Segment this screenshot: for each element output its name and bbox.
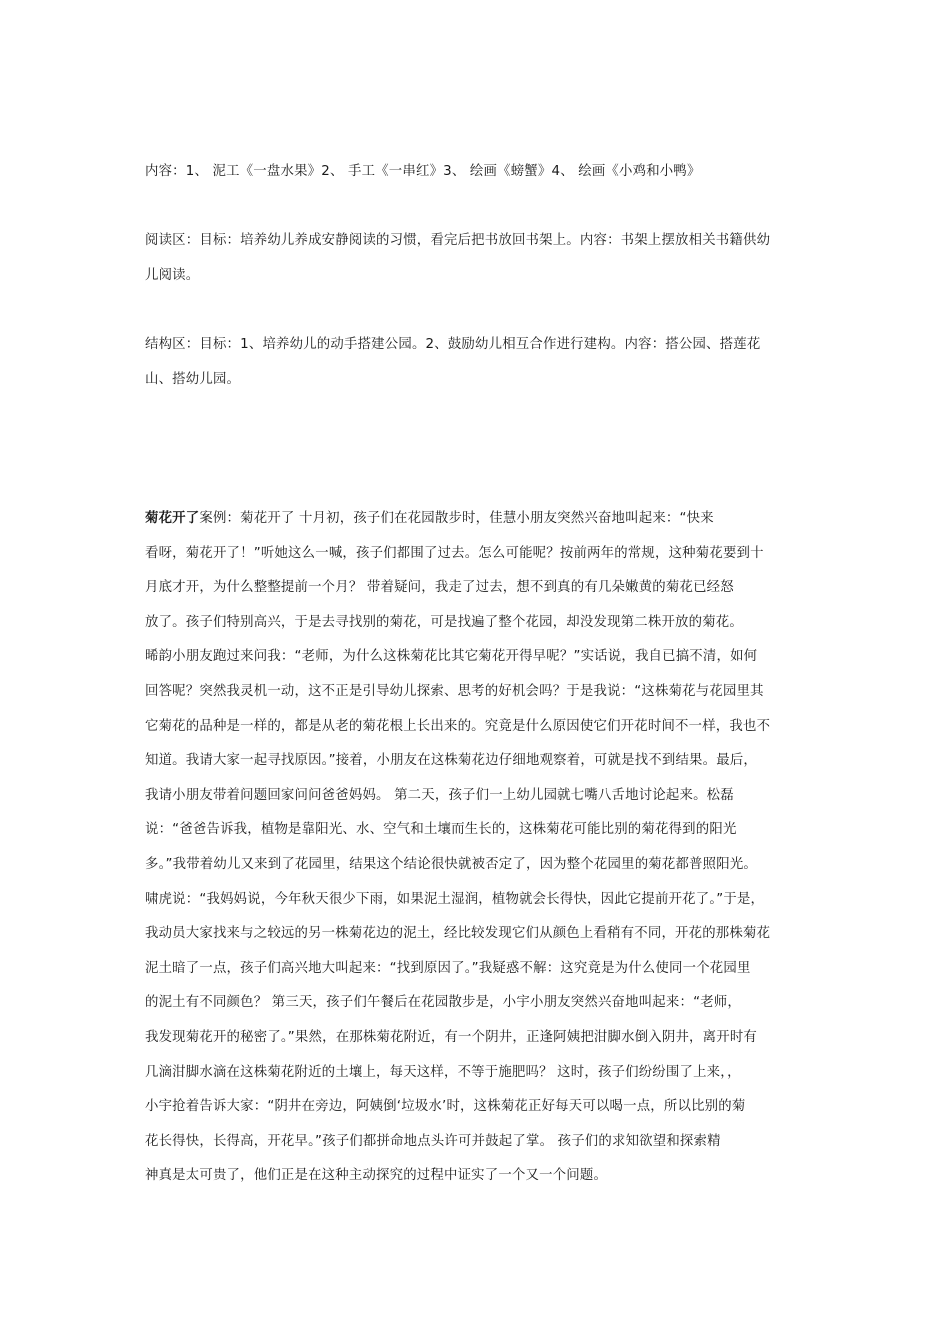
text-line: 的泥土有不同颜色？ 第三天，孩子们午餐后在花园散步是，小宇小朋友突然兴奋地叫起来：“老师， [145, 995, 741, 1011]
text-line: 阅读区：目标：培养幼儿养成安静阅读的习惯，看完后把书放回书架上。内容：书架上摆放相关书籍供幼 [145, 233, 771, 248]
reading-area-paragraph [145, 224, 817, 293]
text-line: 放了。孩子们特别高兴，于是去寻找别的菊花，可是找遍了整个花园，却没发现第二株开放的菊花。 [145, 614, 743, 630]
text-line: 晞韵小朋友跑过来问我：“老师，为什么这株菊花比其它菊花开得早呢？”实话说，我自已搞不清，如何 [145, 649, 758, 665]
text-line: 几滴泔脚水滴在这株菊花附近的土壤上，每天这样，不等于施肥吗？ 这时，孩子们纷纷围了上来，， [145, 1064, 741, 1080]
text-line: 神真是太可贵了，他们正是在这种主动探究的过程中证实了一个又一个问题。 [145, 1168, 608, 1184]
text-line: 小宇抢着告诉大家：“阴井在旁边，阿姨倒‘垃圾水’时，这株菊花正好每天可以喝一点，所以比别的菊 [145, 1099, 746, 1115]
text-line: 说：“爸爸告诉我，植物是靠阳光、水、空气和土壤而生长的，这株菊花可能比别的菊花得到的阳光 [145, 822, 737, 838]
text-line: 内容：1、 泥工《一盘水果》2、 手工《一串红》3、 绘画《螃蟹》4、 绘画《小鸡和小鸭》 [145, 164, 701, 179]
text-line: 月底才开，为什么整整提前一个月？ 带着疑问，我走了过去，想不到真的有几朵嫩黄的菊花已经怒 [145, 580, 734, 596]
case-study-title: 菊花开了 [145, 511, 200, 526]
text-line: 儿阅读。 [145, 267, 200, 283]
text-line: 啸虎说：“我妈妈说，今年秋天很少下雨，如果泥土湿润，植物就会长得快，因此它提前开花了。”于是， [145, 891, 765, 907]
text-line: 结构区：目标：1、培养幼儿的动手搭建公园。2、鼓励幼儿相互合作进行建构。内容：搭公园、搭莲花 [145, 337, 761, 352]
case-study-paragraph [145, 502, 817, 1194]
text-line: 它菊花的品种是一样的，都是从老的菊花根上长出来的。究竟是什么原因使它们开花时间不一样，我也不 [145, 718, 771, 734]
text-line: 知道。我请大家一起寻找原因。”接着，小朋友在这株菊花边仔细地观察着，可就是找不到结果。最后， [145, 753, 758, 769]
text-line: 看呀，菊花开了！”听她这么一喊，孩子们都围了过去。怎么可能呢？按前两年的常规，这种菊花要到十 [145, 545, 764, 561]
text-line: 山、搭幼儿园。 [145, 371, 241, 387]
building-area-paragraph [145, 328, 817, 397]
text-line: 我动员大家找来与之较远的另一株菊花边的泥土，经比较发现它们从颜色上看稍有不同，开花的那株菊花 [145, 926, 771, 942]
text-line: 我请小朋友带着问题回家问问爸爸妈妈。 第二天，孩子们一上幼儿园就七嘴八舌地讨论起来。松磊 [145, 787, 734, 803]
text-line: 多。”我带着幼儿又来到了花园里，结果这个结论很快就被否定了，因为整个花园里的菊花都普照阳光。 [145, 856, 758, 872]
text-line [145, 502, 817, 537]
text-line: 花长得快，长得高，开花早。”孩子们都拼命地点头许可并鼓起了掌。 孩子们的求知欲望和探索精 [145, 1133, 721, 1149]
case-study-intro: 案例：菊花开了 十月初，孩子们在花园散步时，佳慧小朋友突然兴奋地叫起来：“快来 [199, 511, 714, 526]
text-line: 泥土暗了一点，孩子们高兴地大叫起来：“找到原因了。”我疑惑不解：这究竟是为什么使同一个花园里 [145, 960, 751, 976]
art-area-content [145, 155, 817, 190]
text-line: 回答呢？突然我灵机一动，这不正是引导幼儿探索、思考的好机会吗？于是我说：“这株菊花与花园里其 [145, 683, 764, 699]
text-line: 我发现菊花开的秘密了。”果然，在那株菊花附近，有一个阴井，正逢阿姨把泔脚水倒入阴井，离开时有 [145, 1029, 758, 1045]
